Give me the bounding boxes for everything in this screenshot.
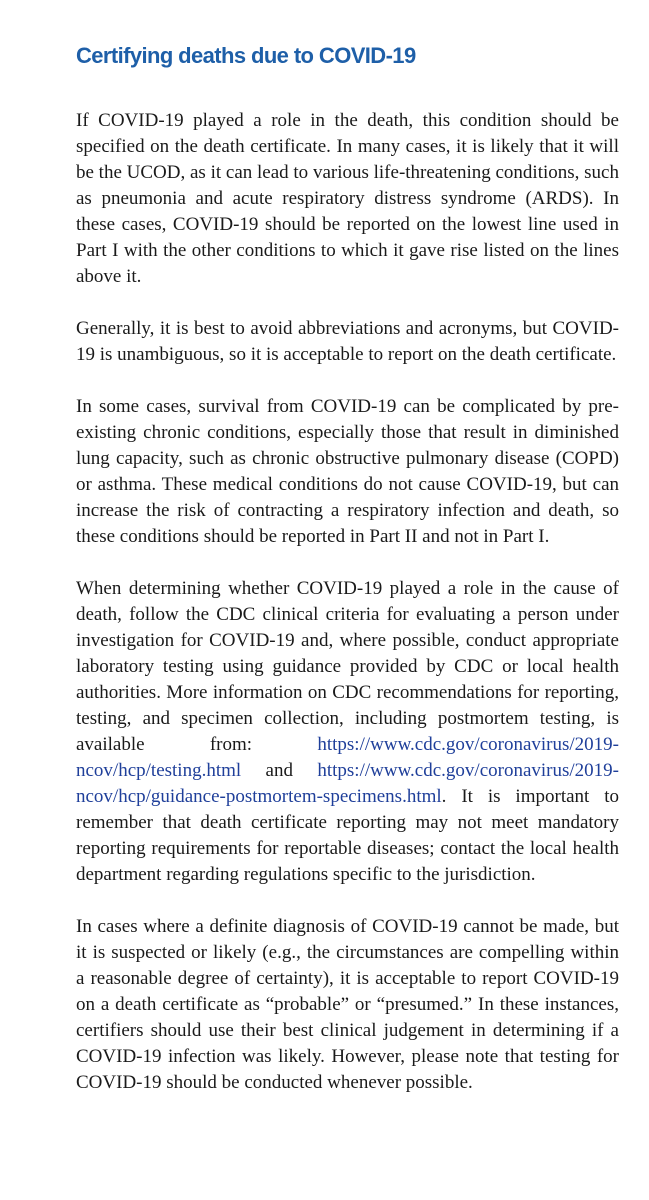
paragraph-cdc-intro: When determining whether COVID-19 played a role in the cause of death, follow the CDC clinical criteria for evaluating a person under investigation for COVID-19 and, where possible, conduct appropriate laboratory testing using guidance provided by CDC or local health authorities. More information on CDC recommendations for reporting, testing, and specimen collection, including postmortem testing, is available from: <box>76 578 619 755</box>
paragraph-cdc-outro: . It is important to remember that death certificate reporting may not meet mandatory reporting requirements for reportable diseases; contact the local health department regarding regulations specific to the jurisdiction. <box>76 786 619 885</box>
paragraph-abbreviations: Generally, it is best to avoid abbreviations and acronyms, but COVID-19 is unambiguous, so it is acceptable to report on the death certificate. <box>76 318 619 365</box>
testing-guidance-link[interactable]: https://www.cdc.gov/coronavirus/2019-ncov/hcp/testing.html <box>76 734 620 781</box>
conjunction-text: and <box>265 760 293 781</box>
paragraph-chronic-conditions: In some cases, survival from COVID-19 can be complicated by pre-existing chronic conditions, especially those that result in diminished lung capacity, such as chronic obstructive pulmonary disease (COPD) or asthma. These medical conditions do not cause COVID-19, but can increase the risk of contracting a respiratory infection and death, so these conditions should be reported in Part II and not in Part I. <box>76 396 619 547</box>
paragraph-ucod: If COVID-19 played a role in the death, this condition should be specified on the death certificate. In many cases, it is likely that it will be the UCOD, as it can lead to various life-threatening conditions, such as pneumonia and acute respiratory distress syndrome (ARDS). In these cases, COVID-19 should be reported on the lowest line used in Part I with the other conditions to which it gave rise listed on the lines above it. <box>76 110 619 287</box>
paragraph-cdc-guidance <box>76 576 619 888</box>
postmortem-guidance-link[interactable]: https://www.cdc.gov/coronavirus/2019-ncov/hcp/guidance-postmortem-specimens.html <box>76 760 620 807</box>
paragraph-probable-presumed: In cases where a definite diagnosis of COVID-19 cannot be made, but it is suspected or likely (e.g., the circumstances are compelling within a reasonable degree of certainty), it is acceptable to report COVID-19 on a death certificate as “probable” or “presumed.” In these instances, certifiers should use their best clinical judgement in determining if a COVID-19 infection was likely. However, please note that testing for COVID-19 should be conducted whenever possible. <box>76 916 619 1093</box>
section-title: Certifying deaths due to COVID-19 <box>76 43 416 68</box>
